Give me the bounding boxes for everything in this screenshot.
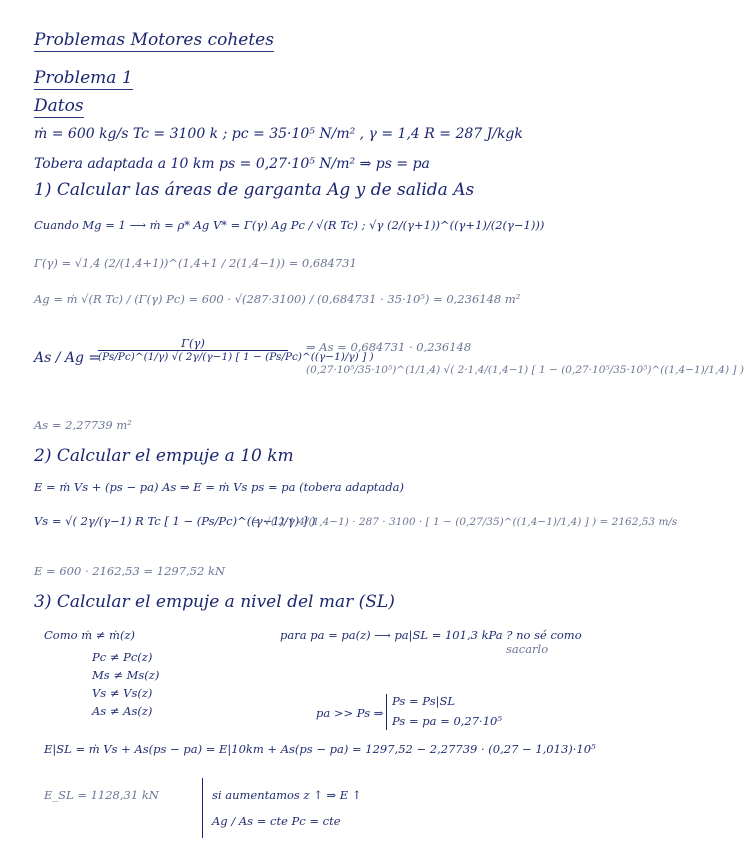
q3-result: E_SL = 1128,31 kN bbox=[44, 788, 159, 802]
q1-as-result: As = 2,27739 m² bbox=[34, 418, 132, 432]
bracket bbox=[386, 694, 387, 730]
q3-list-item: Vs ≠ Vs(z) bbox=[92, 686, 153, 700]
q3-como: Como ṁ ≠ ṁ(z) bbox=[44, 628, 135, 642]
question-1: 1) Calcular las áreas de garganta Ag y de salida As bbox=[34, 180, 475, 200]
problem-heading: Problema 1 bbox=[34, 68, 133, 88]
q3-list-item: Pc ≠ Pc(z) bbox=[92, 650, 153, 664]
page-title: Problemas Motores cohetes bbox=[34, 30, 274, 50]
question-3: 3) Calcular el empuje a nivel del mar (SL) bbox=[34, 592, 395, 612]
q1-ag-calc: Ag = ṁ √(R Tc) / (Γ(γ) Pc) = 600 · √(287·3100) / (0,684731 · 35·10⁵) = 0,236148 m² bbox=[34, 292, 521, 306]
data-line-1: ṁ = 600 kg/s Tc = 3100 k ; pc = 35·10⁵ N/m² , γ = 1,4 R = 287 J/kgk bbox=[34, 126, 523, 142]
q3-side-note-2: Ag / As = cte Pc = cte bbox=[212, 814, 341, 828]
q1-as-rhs: ⇒ As = 0,684731 · 0,236148 bbox=[306, 340, 472, 354]
q3-list-item: Ms ≠ Ms(z) bbox=[92, 668, 160, 682]
q3-list-item: As ≠ As(z) bbox=[92, 704, 153, 718]
q2-thrust-eq: E = ṁ Vs + (ps − pa) As ⇒ E = ṁ Vs ps = pa (tobera adaptada) bbox=[34, 480, 404, 494]
q2-vs-calc: = √( 2·1,4/(1,4−1) · 287 · 3100 · [ 1 − (0,27/35)^((1,4−1)/1,4) ] ) = 2162,53 m/s bbox=[252, 516, 678, 528]
q1-as-lhs: As / Ag = bbox=[34, 350, 101, 366]
q3-bracket-line-2: Ps = pa = 0,27·10⁵ bbox=[392, 714, 502, 728]
q1-as-fraction bbox=[98, 336, 374, 363]
q3-para: para pa = pa(z) ⟶ pa|SL = 101,3 kPa ? no sé como bbox=[280, 628, 582, 642]
q3-pa-arrow: pa >> Ps ⇒ bbox=[316, 706, 384, 720]
q3-bracket-line-1: Ps = Ps|SL bbox=[392, 694, 455, 708]
question-2: 2) Calcular el empuje a 10 km bbox=[34, 446, 294, 466]
q3-sl-thrust-eq: E|SL = ṁ Vs + As(ps − pa) = E|10km + As(ps − pa) = 1297,52 − 2,27739 · (0,27 − 1,013)·10⁵ bbox=[44, 742, 596, 756]
data-line-2: Tobera adaptada a 10 km ps = 0,27·10⁵ N/m² ⇒ ps = pa bbox=[34, 156, 430, 172]
q1-as-denominator: (Ps/Pc)^(1/γ) √( 2γ/(γ−1) [ 1 − (Ps/Pc)^((γ−1)/γ) ] ) bbox=[98, 351, 374, 363]
datos-heading: Datos bbox=[34, 96, 84, 116]
q2-thrust-result: E = 600 · 2162,53 = 1297,52 kN bbox=[34, 564, 226, 578]
q3-para-note: sacarlo bbox=[506, 642, 549, 656]
q1-gamma-calc: Γ(γ) = √1,4 (2/(1,4+1))^(1,4+1 / 2(1,4−1)) = 0,684731 bbox=[34, 256, 357, 270]
q1-as-rhs-denominator: (0,27·10⁵/35·10⁵)^(1/1,4) √( 2·1,4/(1,4−1) [ 1 − (0,27·10⁵/35·10⁵)^((1,4−1)/1,4) ] ) bbox=[306, 364, 744, 376]
q1-as-numerator: Γ(γ) bbox=[181, 336, 205, 350]
q3-side-note-1: si aumentamos z ↑ ⇒ E ↑ bbox=[212, 788, 362, 802]
q1-cuando: Cuando Mg = 1 ⟶ ṁ = ρ* Ag V* = Γ(γ) Ag Pc / √(R Tc) ; √γ (2/(γ+1))^((γ+1)/(2(γ−1))) bbox=[34, 218, 545, 232]
side-note-bar bbox=[202, 778, 203, 838]
q2-vs-formula: Vs = √( 2γ/(γ−1) R Tc [ 1 − (Ps/Pc)^((γ−1)/γ) ] ) bbox=[34, 514, 316, 528]
